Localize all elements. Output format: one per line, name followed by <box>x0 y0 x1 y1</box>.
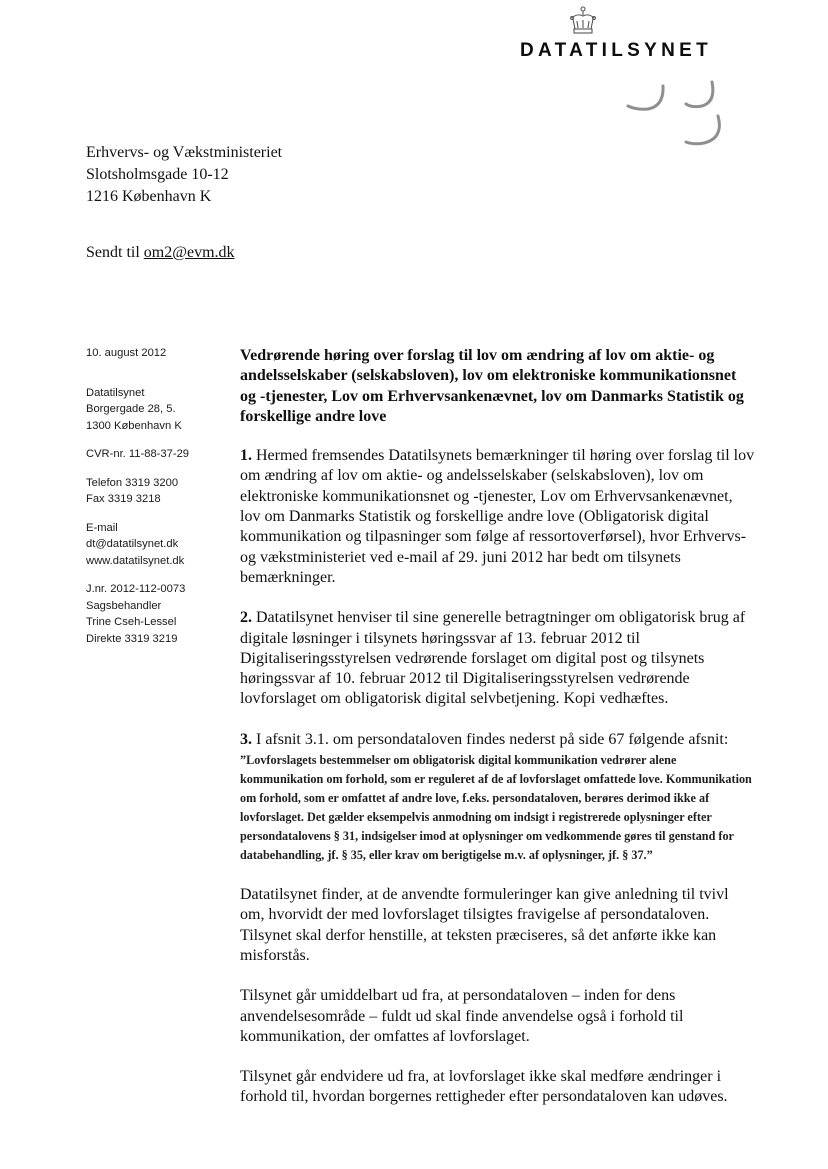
sender-address <box>86 385 226 435</box>
letter-date: 10. august 2012 <box>86 347 167 359</box>
phone-block <box>86 475 226 508</box>
paragraph-4: Datatilsynet finder, at de anvendte formuleringer kan give anledning til tvivl om, hvorvidt der med lovforslaget tilsigtes fravigelse af persondataloven. Tilsynet skal derfor henstille, at teksten præciseres, så det anførte ikke kan misforstås. <box>240 886 729 964</box>
website-link[interactable]: www.datatilsynet.dk <box>86 554 185 567</box>
case-handler-label: Sagsbehandler <box>86 599 162 612</box>
fax-line: Fax 3319 3218 <box>86 493 161 505</box>
letter-subject: Vedrørende høring over forslag til lov om ændring af lov om aktie- og andelsselskaber (selskabsloven), lov om elektroniske kommunikationsnet og -tjenester, Lov om Erhvervsankenævnet, lov om Danmarks Statistik og forskellige andre love <box>240 347 744 425</box>
logo-wordmark: DATATILSYNET <box>520 40 712 61</box>
paragraph-text: Hermed fremsendes Datatilsynets bemærkninger til høring over forslag til lov om ændring af lov om aktie- og andelsselskaber (selskabsloven), lov om elektroniske kommunikationsnet og -tjenester, Lov om Erhvervsankenævnet, lov om Danmarks Statistik og forskellige andre love (Obligatorisk digital kommunikation og tilpasninger som følge af ressortoverførsel), hvor Erhvervs- og vækstministeriet ved e-mail af 29. juni 2012 har bedt om tilsynets bemærkninger. <box>240 447 755 586</box>
handwritten-mark <box>600 76 740 156</box>
paragraph-3-intro <box>240 730 755 750</box>
cvr-text: CVR-nr. 11-88-37-29 <box>86 448 190 460</box>
paragraph-number: 3. <box>240 730 252 748</box>
paragraph-6: Tilsynet går endvidere ud fra, at lovforslaget ikke skal medføre ændringer i forhold til, hvordan borgernes rettigheder efter persondataloven kan udøves. <box>240 1068 728 1106</box>
sent-to-label: Sendt til <box>86 244 144 261</box>
email-label: E-mail <box>86 521 118 534</box>
contact-block <box>86 520 226 570</box>
case-number: J.nr. 2012-112-0073 <box>86 583 186 595</box>
sent-to-line <box>86 244 235 262</box>
paragraph-number: 1. <box>240 447 252 465</box>
recipient-city: 1216 København K <box>86 188 212 205</box>
case-handler-name: Trine Cseh-Lessel <box>86 616 177 628</box>
paragraph-2 <box>240 608 755 709</box>
sender-sidebar <box>86 345 226 659</box>
quoted-passage: ”Lovforslagets bestemmelser om obligatorisk digital kommunikation vedrører alene kommunikation om forhold, som er reguleret af de af lovforslaget omfattede love. Kommunikation om forhold, som er omfattet af andre love, f.eks. persondataloven, berøres derimod ikke af lovforslaget. Det gælder eksempelvis anmodning om indsigt i registrerede oplysninger efter persondatalovens § 31, indsigelser imod at oplysninger om vedkommende gøres til genstand for databehandling, jf. § 35, eller krav om berigtigelse m.v. af oplysninger, jf. § 37.” <box>240 753 752 863</box>
sender-address-line: 1300 København K <box>86 419 182 432</box>
sender-address-line: Datatilsynet <box>86 386 145 399</box>
recipient-address <box>86 142 282 208</box>
paragraph-text: I afsnit 3.1. om persondataloven findes nederst på side 67 følgende afsnit: <box>252 730 729 748</box>
recipient-email-link[interactable]: om2@evm.dk <box>143 244 235 261</box>
cvr-number <box>86 446 226 463</box>
recipient-street: Slotsholmsgade 10-12 <box>86 166 229 183</box>
phone-line: Telefon 3319 3200 <box>86 476 179 489</box>
paragraph-3 <box>240 730 755 865</box>
sender-address-line: Borgergade 28, 5. <box>86 403 176 415</box>
paragraph-5: Tilsynet går umiddelbart ud fra, at persondataloven – inden for dens anvendelsesområde – fuldt ud skal finde anvendelse også i forhold til kommunikation, der omfattes af lovforslaget. <box>240 987 684 1045</box>
paragraph-1 <box>240 446 755 588</box>
crown-icon <box>566 6 600 36</box>
letter-body <box>240 346 755 1128</box>
paragraph-number: 2. <box>240 609 252 627</box>
case-handler-phone: Direkte 3319 3219 <box>86 632 178 645</box>
sender-email-link[interactable]: dt@datatilsynet.dk <box>86 538 179 550</box>
paragraph-text: Datatilsynet henviser til sine generelle betragtninger om obligatorisk brug af digitale løsninger i tilsynets høringssvar af 13. februar 2012 til Digitaliseringsstyrelsen vedrørende forslaget om digital post og tilsynets høringssvar af 10. februar 2012 til Digitaliseringsstyrelsen vedrørende lovforslaget om obligatorisk digital selvbetjening. Kopi vedhæftes. <box>240 609 746 708</box>
case-block <box>86 581 226 647</box>
recipient-name: Erhvervs- og Vækstministeriet <box>86 144 283 161</box>
